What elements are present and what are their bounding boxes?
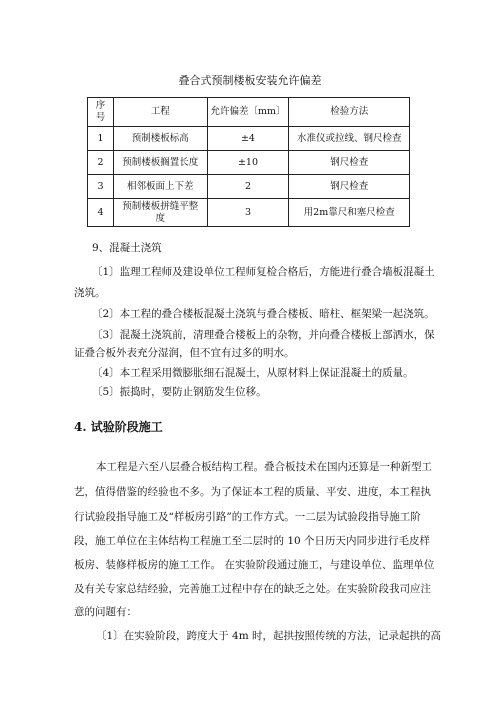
cell-seq: 4 xyxy=(88,199,114,227)
paragraph-line: 〔3〕混凝土浇筑前，清理叠合楼板上的杂物，并向叠合楼板上部洒水，保 xyxy=(92,329,435,341)
table-title: 叠合式预制楼板安装允许偏差 xyxy=(178,74,322,87)
table-row xyxy=(88,199,410,227)
paragraph-line: 艺，值得借鉴的经验也不多。为了保证本工程的质量、平安、进度，本工程执 xyxy=(74,486,431,498)
paragraph-line: 及有关专家总结经验，完善施工过程中存在的缺乏之处。在实验阶段我司应注 xyxy=(74,583,431,595)
paragraph-line: 〔1〕在实验阶段，跨度大于 4m 时，起拱按照传统的方法，记录起拱的高 xyxy=(96,630,441,642)
paragraph-line: 意的问题有： xyxy=(74,606,137,618)
paragraph-line: 〔1〕监理工程师及建设单位工程师复检合格后，方能进行叠合墙板混凝土 xyxy=(92,266,435,278)
paragraph-line: 板房、装修样板房的施工工作。 在实验阶段通过施工，与建设单位、监理单位 xyxy=(74,559,435,571)
paragraph-line: 〔5〕振捣时，要防止钢筋发生位移。 xyxy=(92,386,267,398)
cell-seq: 3 xyxy=(88,175,114,199)
cell-item: 预制楼板拼缝平整 度 xyxy=(113,199,207,227)
header-tolerance: 允许偏差〔mm〕 xyxy=(207,98,289,127)
section-heading-concrete: 9、混凝土浇筑 xyxy=(92,242,162,254)
cell-tolerance: ±10 xyxy=(207,151,289,175)
paragraph-line: 〔4〕本工程采用微膨胀细石混凝土，从原材料上保证混凝土的质量。 xyxy=(92,367,414,379)
section-heading-trial: 4. 试验阶段施工 xyxy=(74,420,163,434)
table-row xyxy=(88,127,410,151)
paragraph-line: 行试验段指导施工及“样板房引路”的工作方式。一二层为试验段指导施工阶 xyxy=(74,511,421,523)
paragraph-line: 本工程是六至八层叠合板结构工程。叠合板技术在国内还算是一种新型工 xyxy=(96,461,432,473)
cell-seq: 2 xyxy=(88,151,114,175)
cell-tolerance: 2 xyxy=(207,175,289,199)
cell-tolerance: ±4 xyxy=(207,127,289,151)
cell-method: 用2m靠尺和塞尺检查 xyxy=(289,199,410,227)
header-method: 检验方法 xyxy=(289,98,410,127)
paragraph-line: 〔2〕本工程的叠合楼板混凝土浇筑与叠合楼板、暗柱、框架梁一起浇筑。 xyxy=(92,308,435,320)
cell-method: 钢尺检查 xyxy=(289,151,410,175)
cell-tolerance: 3 xyxy=(207,199,289,227)
cell-seq: 1 xyxy=(88,127,114,151)
header-seq: 序 号 xyxy=(88,98,114,127)
cell-method: 钢尺检查 xyxy=(289,175,410,199)
paragraph-line: 段，施工单位在主体结构工程施工至二层时的 10 个日历天内同步进行毛皮样 xyxy=(74,535,431,547)
cell-item: 预制楼板搁置长度 xyxy=(113,151,207,175)
header-item: 工程 xyxy=(113,98,207,127)
table-row xyxy=(88,151,410,175)
cell-item: 预制楼板标高 xyxy=(113,127,207,151)
table-row xyxy=(88,175,410,199)
paragraph-line: 浇筑。 xyxy=(74,287,106,299)
paragraph-line: 证叠合板外表充分湿润，但不宜有过多的明水。 xyxy=(74,347,295,359)
cell-method: 水准仪或拉线、钢尺检查 xyxy=(289,127,410,151)
cell-item: 相邻板面上下差 xyxy=(113,175,207,199)
tolerance-table xyxy=(87,97,410,227)
table-header-row xyxy=(88,98,410,127)
